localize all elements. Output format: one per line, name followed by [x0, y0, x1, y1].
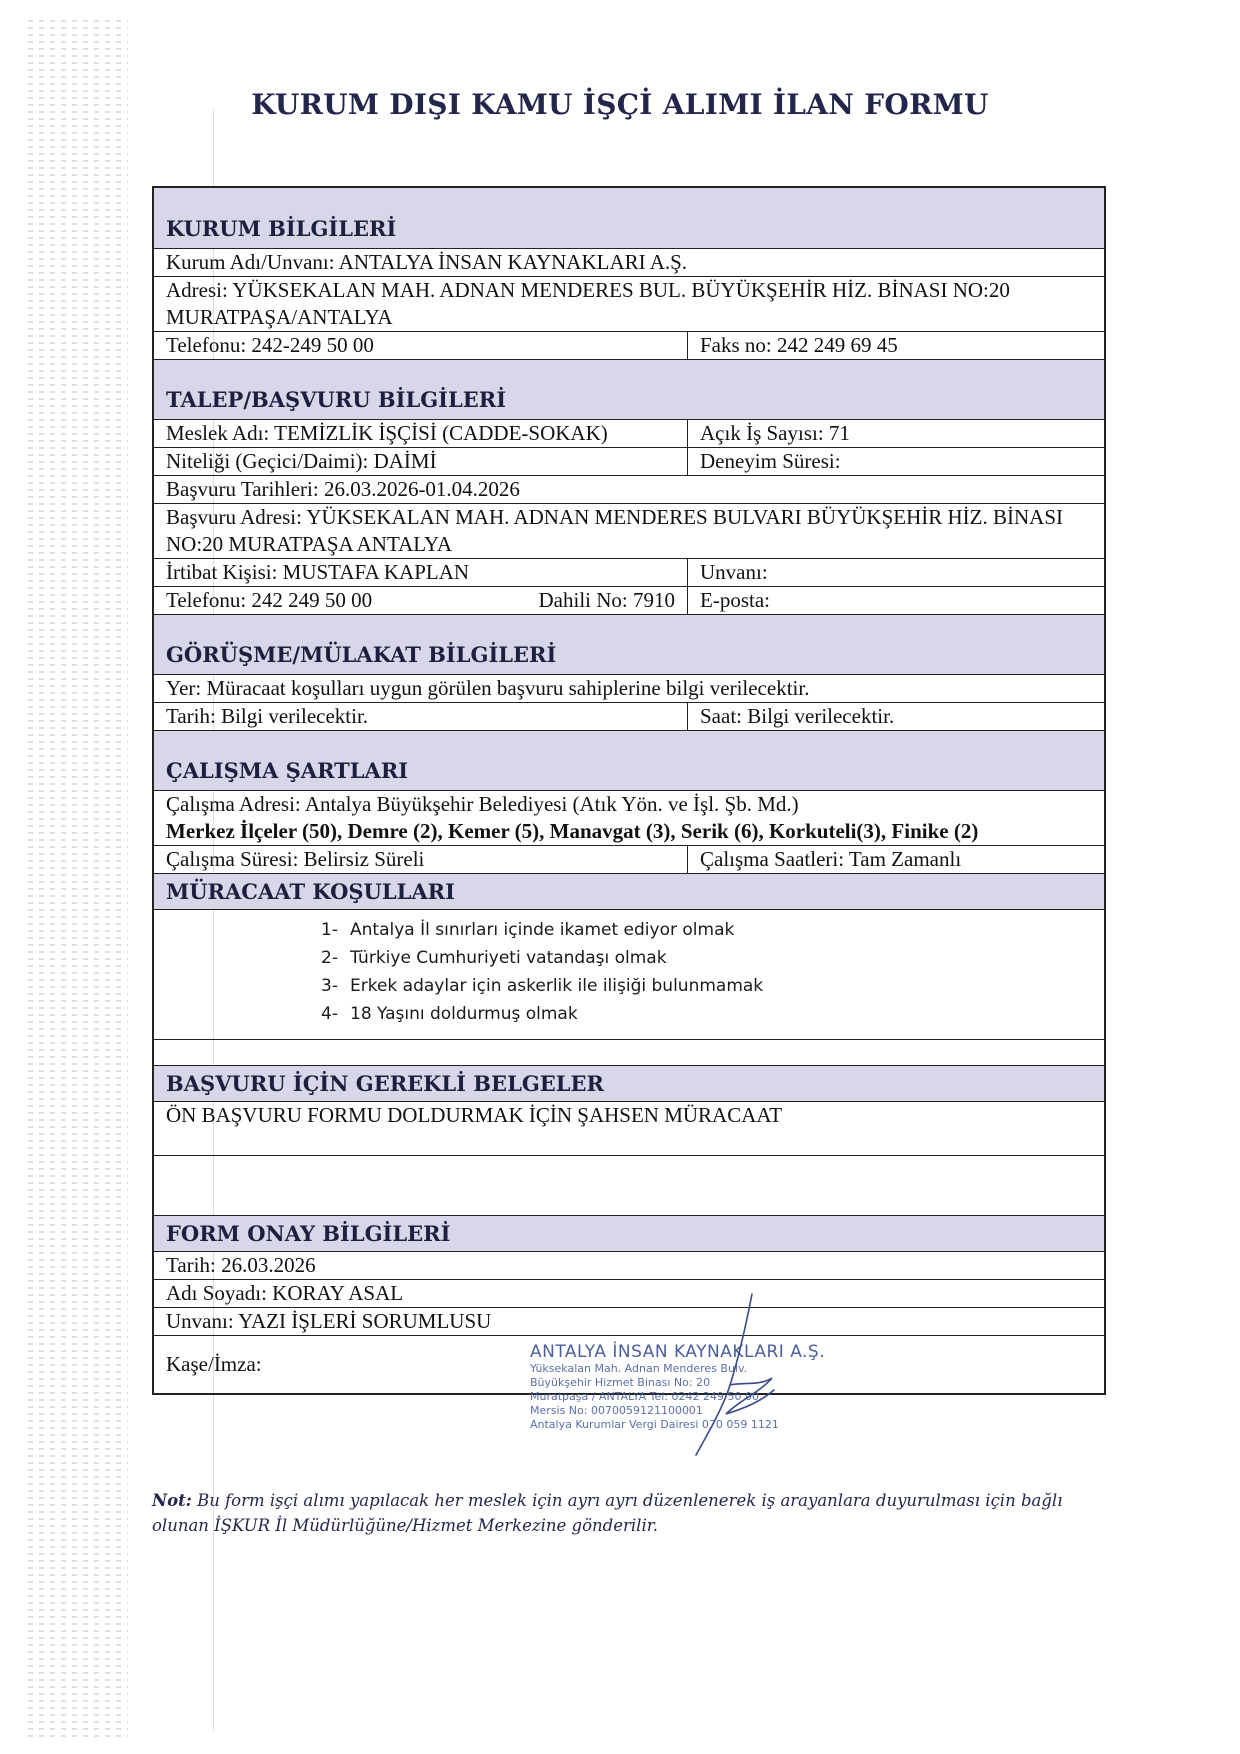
row-nature — [154, 447, 1104, 475]
row-documents — [154, 1101, 1104, 1155]
interview-place: Yer: Müracaat koşulları uygun görülen başvuru sahiplerine bilgi verilecektir. — [166, 676, 810, 700]
application-form — [152, 186, 1106, 1395]
profession: Meslek Adı: TEMİZLİK İŞÇİSİ (CADDE-SOKAK) — [154, 420, 688, 447]
signature-mark — [690, 1290, 780, 1460]
document-title: KURUM DIŞI KAMU İŞÇİ ALIMI İLAN FORMU — [251, 88, 989, 121]
row-empty-1 — [154, 1039, 1104, 1065]
work-hours: Çalışma Saatleri: Tam Zamanlı — [700, 847, 962, 871]
contact-extension: Dahili No: 7910 — [538, 588, 675, 612]
row-contact — [154, 558, 1104, 586]
footer-note — [152, 1488, 1112, 1538]
contact-person: İrtibat Kişisi: MUSTAFA KAPLAN — [154, 559, 688, 586]
company-stamp — [530, 1342, 830, 1462]
interview-time: Saat: Bilgi verilecektir. — [700, 704, 895, 728]
row-kurum-phone — [154, 331, 1104, 359]
experience: Deneyim Süresi: — [700, 449, 841, 473]
condition-number: 4- — [321, 1004, 338, 1024]
contact-email: E-posta: — [700, 588, 770, 612]
required-documents: ÖN BAŞVURU FORMU DOLDURMAK İÇİN ŞAHSEN MÜRACAAT — [166, 1103, 783, 1127]
stamp-mersis: Mersis No: 0070059121100001 — [530, 1404, 703, 1417]
row-contact-phone — [154, 586, 1104, 614]
row-empty-2 — [154, 1155, 1104, 1187]
stamp-address-line3: Muratpaşa / ANTALYA Tel: 0242 249 50 00 — [530, 1390, 759, 1403]
note-label: Not: — [152, 1491, 192, 1510]
interview-date: Tarih: Bilgi verilecektir. — [154, 703, 688, 730]
condition-number: 2- — [321, 948, 338, 968]
note-text: Bu form işçi alımı yapılacak her meslek için ayrı ayrı düzenlenerek iş arayanlara duyurulması için bağlı olunan İŞKUR İl Müdürlüğüne/Hizmet Merkezine gönderilir. — [152, 1491, 1063, 1535]
approval-date: Tarih: 26.03.2026 — [166, 1253, 316, 1277]
condition-text: 18 Yaşını doldurmuş olmak — [350, 1004, 578, 1024]
condition-item — [154, 944, 763, 972]
kurum-fax: Faks no: 242 249 69 45 — [700, 333, 898, 357]
kurum-phone: Telefonu: 242-249 50 00 — [154, 332, 688, 359]
condition-text: Türkiye Cumhuriyeti vatandaşı olmak — [350, 948, 667, 968]
row-dates — [154, 475, 1104, 503]
work-duration: Çalışma Süresi: Belirsiz Süreli — [154, 846, 688, 873]
work-address: Çalışma Adresi: Antalya Büyükşehir Belediyesi (Atık Yön. ve İşl. Şb. Md.) — [166, 792, 799, 816]
job-nature: Niteliği (Geçici/Daimi): DAİMİ — [154, 448, 688, 475]
condition-item — [154, 1000, 763, 1028]
row-profession — [154, 419, 1104, 447]
application-dates: Başvuru Tarihleri: 26.03.2026-01.04.2026 — [166, 477, 520, 501]
contact-phone-cell — [154, 587, 688, 614]
open-jobs: Açık İş Sayısı: 71 — [700, 421, 850, 445]
condition-number: 1- — [321, 920, 338, 940]
section-header-talep: TALEP/BAŞVURU BİLGİLERİ — [154, 359, 1104, 419]
row-application-address — [154, 503, 1104, 558]
row-work-duration — [154, 845, 1104, 873]
scan-edge-artifact — [28, 20, 128, 1740]
section-header-onay: FORM ONAY BİLGİLERİ — [154, 1215, 1104, 1251]
kurum-name: Kurum Adı/Unvanı: ANTALYA İNSAN KAYNAKLARI A.Ş. — [166, 250, 688, 274]
condition-text: Antalya İl sınırları içinde ikamet ediyor olmak — [350, 920, 735, 940]
approver-title: Unvanı: YAZI İŞLERİ SORUMLUSU — [166, 1309, 492, 1333]
condition-item — [154, 916, 763, 944]
row-approval-date — [154, 1251, 1104, 1279]
row-interview-place — [154, 674, 1104, 702]
stamp-tax-office: Antalya Kurumlar Vergi Dairesi 070 059 1121 — [530, 1418, 779, 1431]
work-districts: Merkez İlçeler (50), Demre (2), Kemer (5), Manavgat (3), Serik (6), Korkuteli(3), Finike (2) — [166, 819, 979, 843]
row-approver-title — [154, 1307, 1104, 1335]
conditions-list — [154, 910, 763, 1039]
kurum-address: Adresi: YÜKSEKALAN MAH. ADNAN MENDERES BUL. BÜYÜKŞEHİR HİZ. BİNASI NO:20 MURATPAŞA/ANTALYA — [166, 278, 1010, 329]
condition-number: 3- — [321, 976, 338, 996]
contact-title: Unvanı: — [700, 560, 768, 584]
section-header-belgeler: BAŞVURU İÇİN GEREKLİ BELGELER — [154, 1065, 1104, 1101]
section-header-gorusme: GÖRÜŞME/MÜLAKAT BİLGİLERİ — [154, 614, 1104, 674]
section-header-kurum: KURUM BİLGİLERİ — [154, 188, 1104, 248]
stamp-address-line1: Yüksekalan Mah. Adnan Menderes Bulv. — [530, 1362, 748, 1375]
stamp-signature-label: Kaşe/İmza: — [166, 1352, 262, 1376]
condition-item — [154, 972, 763, 1000]
row-work-address — [154, 790, 1104, 845]
condition-text: Erkek adaylar için askerlik ile ilişiği bulunmamak — [350, 976, 764, 996]
section-header-muracaat: MÜRACAAT KOŞULLARI — [154, 873, 1104, 909]
application-address: Başvuru Adresi: YÜKSEKALAN MAH. ADNAN MENDERES BULVARI BÜYÜKŞEHİR HİZ. BİNASI NO:20 MURATPAŞA ANTALYA — [166, 505, 1063, 556]
row-conditions — [154, 909, 1104, 1039]
work-address-cell — [154, 791, 1104, 845]
row-approver-name — [154, 1279, 1104, 1307]
contact-phone: Telefonu: 242 249 50 00 — [166, 588, 373, 612]
approver-name: Adı Soyadı: KORAY ASAL — [166, 1281, 404, 1305]
row-kurum-name — [154, 248, 1104, 276]
stamp-company-name: ANTALYA İNSAN KAYNAKLARI A.Ş. — [530, 1342, 826, 1362]
stamp-address-line2: Büyükşehir Hizmet Binası No: 20 — [530, 1376, 711, 1389]
row-kurum-address — [154, 276, 1104, 331]
row-interview-date — [154, 702, 1104, 730]
section-header-calisma: ÇALIŞMA ŞARTLARI — [154, 730, 1104, 790]
